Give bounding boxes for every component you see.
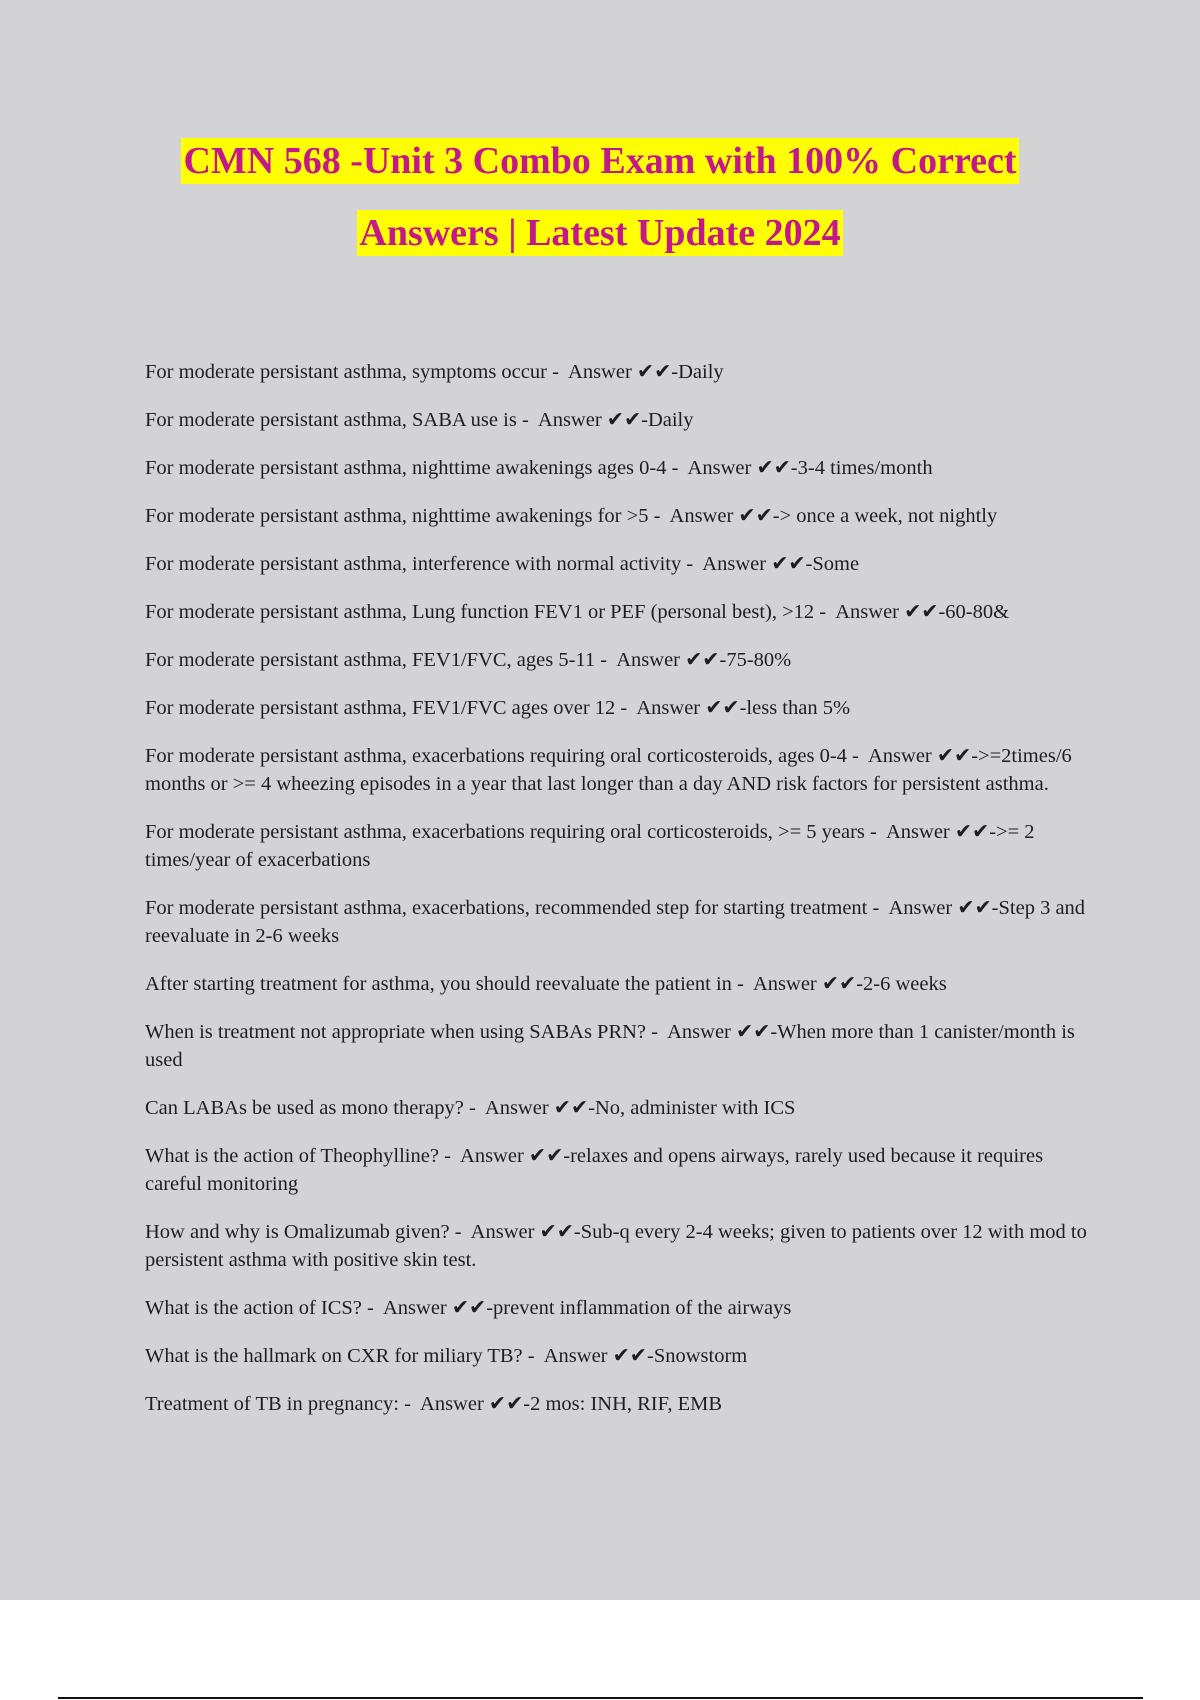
answer-marker: - Answer ✔✔- <box>546 361 679 383</box>
qa-item <box>145 818 1090 874</box>
question-text: What is the action of ICS? <box>145 1297 362 1319</box>
qa-item <box>145 1390 1090 1418</box>
answer-marker: - Answer ✔✔- <box>814 601 946 623</box>
question-text: For moderate persistant asthma, nighttime awakenings ages 0-4 <box>145 457 667 479</box>
answer-text: Some <box>812 553 860 575</box>
answer-marker: - Answer ✔✔- <box>438 1145 571 1167</box>
question-text: For moderate persistant asthma, FEV1/FVC, ages 5-11 <box>145 649 596 671</box>
answer-marker: - Answer ✔✔- <box>681 553 813 575</box>
qa-item <box>145 406 1090 434</box>
question-text: What is the hallmark on CXR for miliary TB? <box>145 1345 523 1367</box>
qa-item <box>145 1342 1090 1370</box>
answer-text: relaxes and opens airways, rarely used because it requires careful monitoring <box>145 1145 1044 1195</box>
answer-text: >=2times/6 months or >= 4 wheezing episodes in a year that last longer than a day AND risk factors for persistent asthma. <box>145 745 1072 795</box>
answer-marker: - Answer ✔✔- <box>398 1393 531 1415</box>
answer-marker: - Answer ✔✔- <box>646 1021 778 1043</box>
question-text: For moderate persistant asthma, exacerbations requiring oral corticosteroids, ages 0-4 <box>145 745 847 767</box>
qa-item <box>145 646 1090 674</box>
title-line-1: CMN 568 -Unit 3 Combo Exam with 100% Correct <box>183 140 1017 182</box>
qa-item <box>145 1094 1090 1122</box>
answer-marker: - Answer ✔✔- <box>595 649 727 671</box>
qa-item <box>145 1018 1090 1074</box>
answer-marker: - Answer ✔✔- <box>648 505 780 527</box>
answer-marker: - Answer ✔✔- <box>864 821 997 843</box>
answer-text: When more than 1 canister/month is used <box>145 1021 1075 1071</box>
qa-item <box>145 550 1090 578</box>
question-text: When is treatment not appropriate when using SABAs PRN? <box>145 1021 647 1043</box>
answer-text: 3-4 times/month <box>797 457 933 479</box>
question-text: For moderate persistant asthma, exacerbations requiring oral corticosteroids, >= 5 years <box>145 821 865 843</box>
document-title <box>0 138 1200 282</box>
qa-item <box>145 694 1090 722</box>
question-text: How and why is Omalizumab given? <box>145 1221 450 1243</box>
answer-marker: - Answer ✔✔- <box>361 1297 494 1319</box>
answer-text: Daily <box>678 361 724 383</box>
answer-text: Daily <box>647 409 694 431</box>
title-line-2: Answers | Latest Update 2024 <box>359 212 841 254</box>
answer-text: 60-80& <box>945 601 1010 623</box>
answer-text: 2 mos: INH, RIF, EMB <box>530 1393 723 1415</box>
question-text: For moderate persistant asthma, symptoms occur <box>145 361 547 383</box>
question-text: What is the action of Theophylline? <box>145 1145 439 1167</box>
qa-list <box>145 358 1090 1438</box>
question-text: For moderate persistant asthma, nighttime awakenings for >5 <box>145 505 649 527</box>
answer-marker: - Answer ✔✔- <box>516 409 648 431</box>
answer-text: > once a week, not nightly <box>779 505 998 527</box>
question-text: After starting treatment for asthma, you should reevaluate the patient in <box>145 973 732 995</box>
qa-item <box>145 1294 1090 1322</box>
answer-text: Step 3 and reevaluate in 2-6 weeks <box>145 897 1086 947</box>
question-text: For moderate persistant asthma, FEV1/FVC ages over 12 <box>145 697 616 719</box>
qa-item <box>145 502 1090 530</box>
qa-item <box>145 454 1090 482</box>
qa-item <box>145 598 1090 626</box>
question-text: Can LABAs be used as mono therapy? <box>145 1097 464 1119</box>
question-text: Treatment of TB in pregnancy: <box>145 1393 399 1415</box>
answer-text: Snowstorm <box>653 1345 748 1367</box>
qa-item <box>145 358 1090 386</box>
answer-marker: - Answer ✔✔- <box>666 457 798 479</box>
question-text: For moderate persistant asthma, SABA use is <box>145 409 517 431</box>
answer-text: 75-80% <box>726 649 792 671</box>
answer-marker: - Answer ✔✔- <box>731 973 864 995</box>
answer-text: Sub-q every 2-4 weeks; given to patients over 12 with mod to persistent asthma with positive skin test. <box>145 1221 1087 1271</box>
answer-text: >= 2 times/year of exacerbations <box>145 821 1035 871</box>
answer-text: prevent inflammation of the airways <box>493 1297 792 1319</box>
answer-marker: - Answer ✔✔- <box>846 745 979 767</box>
qa-item <box>145 1142 1090 1198</box>
qa-item <box>145 1218 1090 1274</box>
answer-marker: - Answer ✔✔- <box>615 697 747 719</box>
qa-item <box>145 742 1090 798</box>
answer-marker: - Answer ✔✔- <box>463 1097 595 1119</box>
footer-rule <box>58 1697 1143 1699</box>
qa-item <box>145 970 1090 998</box>
answer-text: 2-6 weeks <box>863 973 947 995</box>
question-text: For moderate persistant asthma, Lung function FEV1 or PEF (personal best), >12 <box>145 601 815 623</box>
answer-marker: - Answer ✔✔- <box>449 1221 581 1243</box>
qa-item <box>145 894 1090 950</box>
question-text: For moderate persistant asthma, exacerbations, recommended step for starting treatment <box>145 897 868 919</box>
answer-text: less than 5% <box>746 697 851 719</box>
question-text: For moderate persistant asthma, interference with normal activity <box>145 553 682 575</box>
answer-marker: - Answer ✔✔- <box>867 897 999 919</box>
answer-text: No, administer with ICS <box>594 1097 796 1119</box>
answer-marker: - Answer ✔✔- <box>522 1345 654 1367</box>
